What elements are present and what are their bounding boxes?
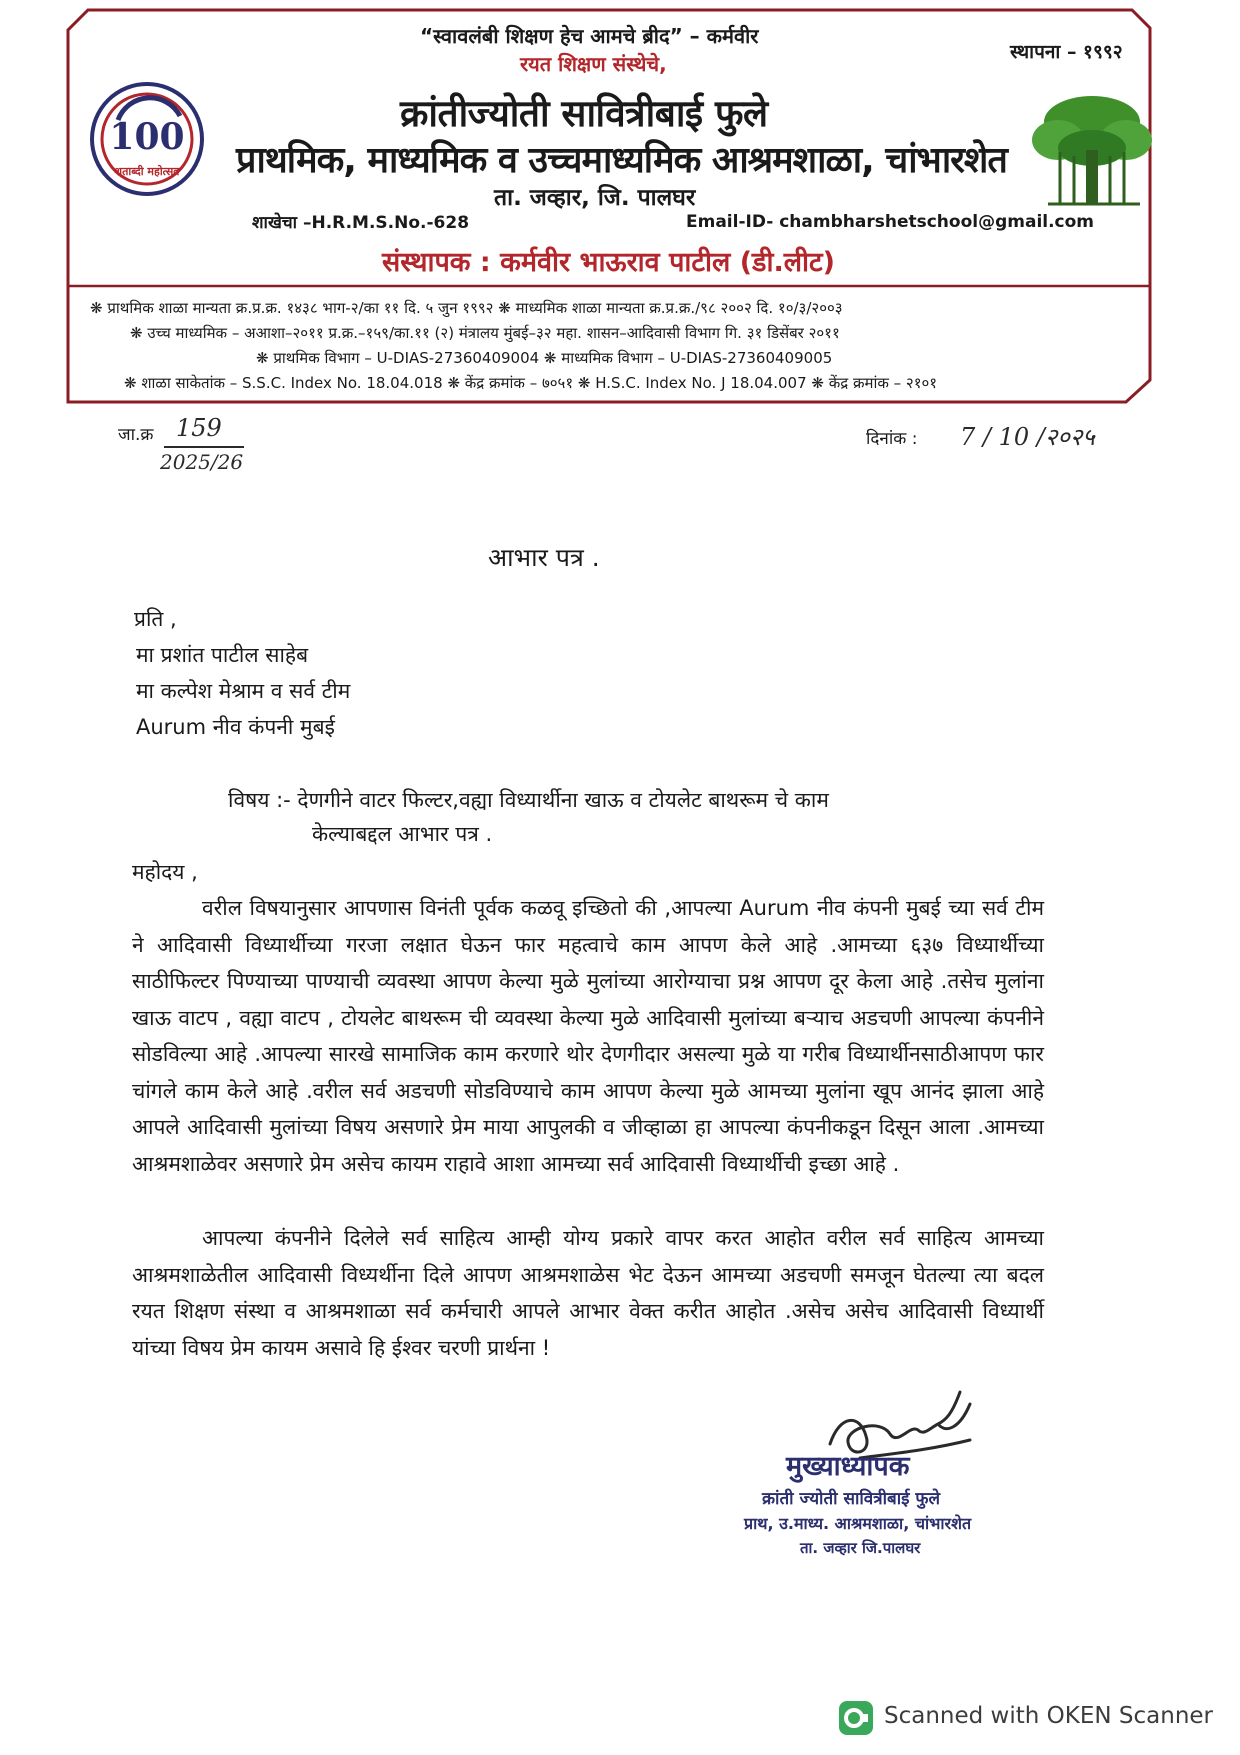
school-location: ता. जव्हार, जि. पालघर	[494, 185, 696, 211]
date-value: 7 / 10 /२०२५	[960, 423, 1095, 451]
date-label: दिनांक :	[866, 429, 918, 449]
branch-code: शाखेचा –H.R.M.S.No.-628	[252, 213, 470, 233]
body-paragraph-1	[132, 890, 1044, 1182]
school-title-line1: क्रांतीज्योती सावित्रीबाई फुले	[400, 92, 768, 135]
ref-label: जा.क्र	[118, 425, 154, 445]
registration-line-3: ❋ प्राथमिक विभाग – U-DIAS-27360409004 ❋ माध्यमिक विभाग – U-DIAS-27360409005	[256, 349, 833, 367]
recipient-3: Aurum नीव कंपनी मुबई	[136, 715, 335, 739]
registration-line-1: ❋ प्राथमिक शाळा मान्यता क्र.प्र.क्र. १४३८ भाग-२/का ११ दि. ५ जुन १९९२ ❋ माध्यमिक शाळा मान्यता क्र.प्र.क्र./९८ २००२ दि. १०/३/२००३	[90, 299, 843, 317]
body-paragraph-2	[132, 1220, 1044, 1366]
stamp-line-1: क्रांती ज्योती सावित्रीबाई फुले	[762, 1489, 941, 1509]
registration-line-4: ❋ शाळा साकेतांक – S.S.C. Index No. 18.04.018 ❋ केंद्र क्रमांक – ७०५१ ❋ H.S.C. Index No. J 18.04.007 ❋ केंद्र क्रमांक – २१०१	[124, 374, 938, 392]
ref-year: 2025/26	[160, 450, 244, 474]
registration-line-2: ❋ उच्च माध्यमिक – अआशा–२०११ प्र.क्र.–१५९/का.११ (२) मंत्रालय मुंबई–३२ महा. शासन–आदिवासी विभाग गि. ३१ डिसेंबर २०११	[130, 324, 840, 342]
motto: “स्वावलंबी शिक्षण हेच आमचे ब्रीद” – कर्मवीर	[420, 24, 759, 48]
established-year: स्थापना – १९९२	[1010, 41, 1123, 63]
subject-line-2: केल्याबद्दल आभार पत्र .	[312, 822, 493, 846]
ref-number: 159	[176, 414, 222, 442]
stamp-line-2: प्राथ, उ.माध्य. आश्रमशाळा, चांभारशेत	[744, 1514, 972, 1533]
salutation: महोदय ,	[132, 860, 198, 884]
centenary-logo	[88, 80, 206, 198]
scanner-watermark: Scanned with OKEN Scanner	[884, 1703, 1213, 1729]
oken-scanner-icon	[838, 1700, 874, 1736]
recipient-2: मा कल्पेश मेश्राम व सर्व टीम	[136, 679, 351, 703]
organization-name: रयत शिक्षण संस्थेचे,	[520, 52, 667, 76]
subject-line-1: विषय :- देणगीने वाटर फिल्टर,वह्या विध्यार्थीना खाऊ व टोयलेट बाथरूम चे काम	[228, 788, 829, 812]
paragraph-1-text: वरील विषयानुसार आपणास विनंती पूर्वक कळवू इच्छितो की ,आपल्या Aurum नीव कंपनी मुबई च्या सर्व टीम ने आदिवासी विध्यार्थीच्या गरजा लक्षात घेऊन फार महत्वाचे काम आपण केले आहे .आमच्या ६३७ विध्यार्थीच्या साठीफिल्टर पिण्याच्या पाण्याची व्यवस्था आपण केल्या मुळे मुलांच्या आरोग्याचा प्रश्न आपण दूर केला आहे .तसेच मुलांना खाऊ वाटप , वह्या वाटप , टोयलेट बाथरूम ची व्यवस्था केल्या मुळे आदिवासी मुलांच्या बऱ्याच अडचणी आपल्या कंपनीने सोडविल्या आहे .आपल्या सारखे सामाजिक काम करणारे थोर देणगीदार असल्या मुळे या गरीब विध्यार्थीनसाठीआपण फार चांगले काम केले आहे .वरील सर्व अडचणी सोडविण्याचे काम आपण केल्या मुळे आमच्या मुलांना खूप आनंद झाला आहे आपले आदिवासी मुलांच्या विषय असणारे प्रेम माया आपुलकी व जीव्हाळा हा आपल्या कंपनीकडून दिसून आला .आमच्या आश्रमशाळेवर असणारे प्रेम असेच कायम राहावे आशा आमच्या सर्व आदिवासी विध्यार्थीची इच्छा आहे .	[132, 896, 1044, 1176]
logo-number: 100	[109, 116, 185, 158]
paragraph-2-text: आपल्या कंपनीने दिलेले सर्व साहित्य आम्ही योग्य प्रकारे वापर करत आहोत वरील सर्व साहित्य आमच्या आश्रमशाळेतील आदिवासी विध्यर्थीना दिले आपण आश्रमशाळेस भेट देऊन आमच्या अडचणी समजून घेतल्या त्या बदल रयत शिक्षण संस्था व आश्रमशाळा सर्व कर्मचारी आपले आभार वेक्त करीत आहोत .असेच असेच आदिवासी विध्यार्थी यांच्या विषय प्रेम कायम असावे हि ईश्वर चरणी प्रार्थना !	[132, 1226, 1044, 1360]
school-email: Email-ID- chambharshetschool@gmail.com	[686, 212, 1095, 232]
logo-caption: शताब्दी महोत्सव	[114, 165, 180, 178]
banyan-tree-icon	[1030, 92, 1154, 210]
stamp-title: मुख्याध्यापक	[786, 1451, 910, 1482]
recipient-1: मा प्रशांत पाटील साहेब	[136, 643, 309, 667]
ref-underline	[164, 446, 244, 448]
letter-title: आभार पत्र .	[488, 543, 600, 572]
to-label: प्रति ,	[134, 607, 177, 631]
founder-line: संस्थापक : कर्मवीर भाऊराव पाटील (डी.लीट)	[382, 247, 835, 278]
school-title-line2: प्राथमिक, माध्यमिक व उच्चमाध्यमिक आश्रमशाळा, चांभारशेत	[236, 140, 1007, 181]
stamp-line-3: ता. जव्हार जि.पालघर	[800, 1539, 921, 1557]
